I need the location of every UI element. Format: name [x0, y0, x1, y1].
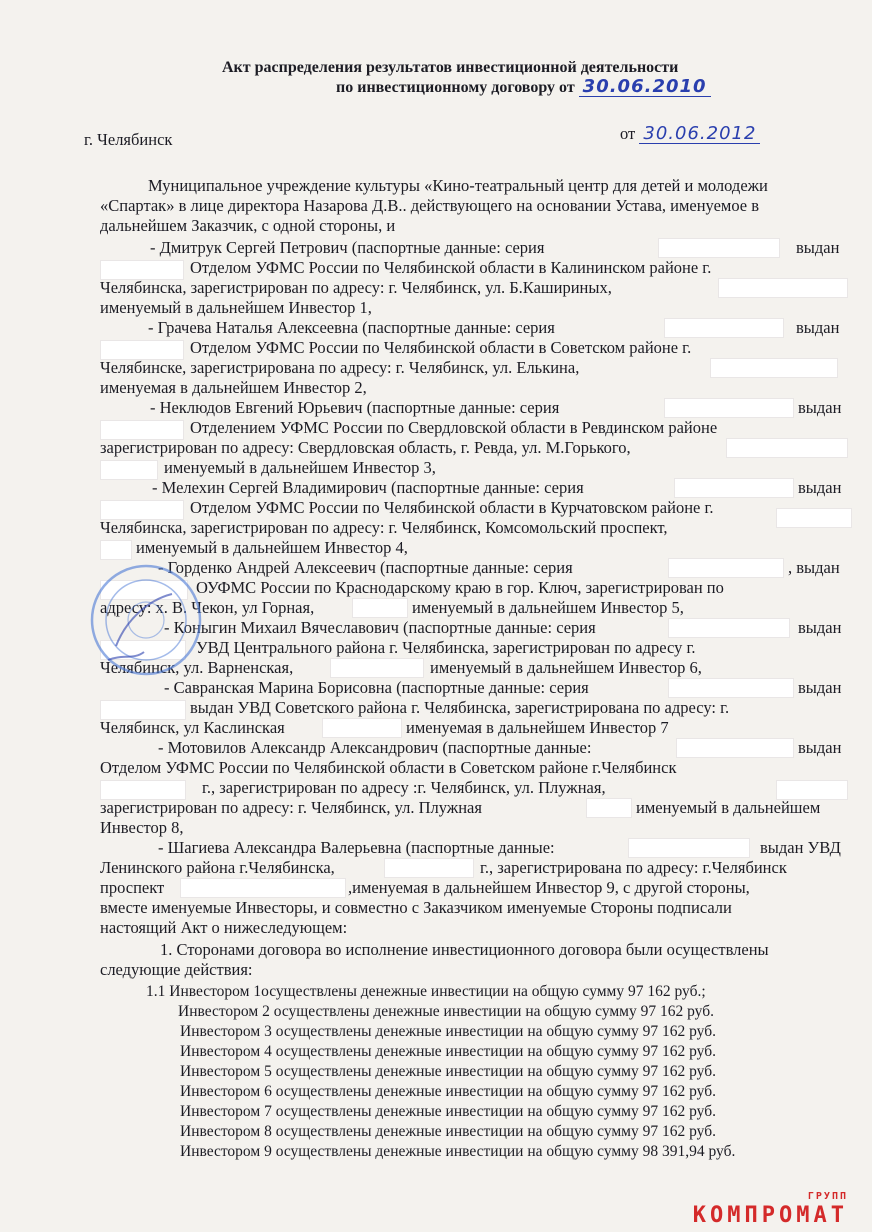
body-line: проспект: [100, 878, 165, 897]
body-line: г., зарегистрирована по адресу: г.Челябинск: [480, 858, 787, 877]
body-line: Челябинска, зарегистрирован по адресу: г. Челябинск, ул. Б.Кашириных,: [100, 278, 612, 297]
redaction-box: [180, 878, 346, 898]
investment-line: Инвестором 4 осуществлены денежные инвестиции на общую сумму 97 162 руб.: [180, 1043, 716, 1060]
body-line: именуемый в дальнейшем Инвестор 4,: [136, 538, 408, 557]
investment-line: Инвестором 5 осуществлены денежные инвестиции на общую сумму 97 162 руб.: [180, 1063, 716, 1080]
title-line-2: [336, 78, 711, 98]
handwritten-title-date: 30.06.2010: [579, 78, 711, 97]
body-line: Челябинск, ул. Варненская,: [100, 658, 294, 677]
body-line: выдан: [798, 678, 842, 697]
body-line: выдан: [798, 738, 842, 757]
redaction-box: [100, 780, 186, 800]
redaction-box: [628, 838, 750, 858]
body-line: - Неклюдов Евгений Юрьевич (паспортные данные: серия: [150, 398, 560, 417]
body-line: - Грачева Наталья Алексеевна (паспортные данные: серия: [148, 318, 555, 337]
body-line: следующие действия:: [100, 960, 253, 979]
body-line: , выдан: [788, 558, 840, 577]
redaction-box: [664, 398, 794, 418]
investment-line: Инвестором 3 осуществлены денежные инвестиции на общую сумму 97 162 руб.: [180, 1023, 716, 1040]
official-stamp-icon: [86, 560, 206, 680]
redaction-box: [726, 438, 848, 458]
investment-line: Инвестором 6 осуществлены денежные инвестиции на общую сумму 97 162 руб.: [180, 1083, 716, 1100]
body-line: УВД Центрального района г. Челябинска, зарегистрирован по адресу г.: [196, 638, 696, 657]
body-line: выдан: [798, 618, 842, 637]
document-date: [620, 124, 760, 144]
body-line: - Дмитрук Сергей Петрович (паспортные данные: серия: [150, 238, 545, 257]
redaction-box: [352, 598, 408, 618]
investment-line: Инвестором 8 осуществлены денежные инвестиции на общую сумму 97 162 руб.: [180, 1123, 716, 1140]
body-line: выдан УВД: [760, 838, 841, 857]
watermark-logo: [692, 1191, 848, 1228]
body-line: именуемый в дальнейшем Инвестор 3,: [164, 458, 436, 477]
redaction-box: [322, 718, 402, 738]
investment-line: Инвестором 7 осуществлены денежные инвестиции на общую сумму 97 162 руб.: [180, 1103, 716, 1120]
body-line: Отделом УФМС России по Челябинской области в Курчатовском районе г.: [190, 498, 714, 517]
watermark-sub: ГРУПП: [807, 1191, 848, 1202]
from-label: от: [620, 124, 636, 143]
redaction-box: [100, 500, 184, 520]
body-line: - Шагиева Александра Валерьевна (паспортные данные:: [158, 838, 555, 857]
city: г. Челябинск: [84, 130, 173, 149]
redaction-box: [100, 420, 184, 440]
body-line: именуемый в дальнейшем Инвестор 5,: [412, 598, 684, 617]
body-line: - Мотовилов Александр Александрович (паспортные данные:: [158, 738, 592, 757]
body-line: Челябинск, ул Каслинская: [100, 718, 285, 737]
body-line: зарегистрирован по адресу: Свердловская область, г. Ревда, ул. М.Горького,: [100, 438, 631, 457]
body-line: - Савранская Марина Борисовна (паспортные данные: серия: [164, 678, 589, 697]
body-line: Отделом УФМС России по Челябинской области в Советском районе г.: [190, 338, 692, 357]
body-line: - Коныгин Михаил Вячеславович (паспортные данные: серия: [164, 618, 596, 637]
body-line: - Горденко Андрей Алексеевич (паспортные данные: серия: [158, 558, 573, 577]
body-line: именуемый в дальнейшем Инвестор 1,: [100, 298, 372, 317]
body-line: Отделом УФМС России по Челябинской области в Советском районе г.Челябинск: [100, 758, 677, 777]
redaction-box: [100, 460, 158, 480]
body-line: именуемый в дальнейшем: [636, 798, 821, 817]
redaction-box: [668, 618, 790, 638]
body-line: «Спартак» в лице директора Назарова Д.В.. действующего на основании Устава, именуемое в: [100, 196, 760, 215]
body-line: Челябинске, зарегистрирована по адресу: г. Челябинск, ул. Елькина,: [100, 358, 580, 377]
title-line-1: Акт распределения результатов инвестиционной деятельности: [222, 59, 679, 76]
redaction-box: [710, 358, 838, 378]
redaction-box: [668, 678, 794, 698]
redaction-box: [658, 238, 780, 258]
body-line: выдан УВД Советского района г. Челябинска, зарегистрирована по адресу: г.: [190, 698, 730, 717]
redaction-box: [586, 798, 632, 818]
body-line: вместе именуемые Инвесторы, и совместно с Заказчиком именуемые Стороны подписали: [100, 898, 732, 917]
body-line: г., зарегистрирован по адресу :г. Челябинск, ул. Плужная,: [202, 778, 606, 797]
body-line: ОУФМС России по Краснодарскому краю в гор. Ключ, зарегистрирован по: [196, 578, 724, 597]
redaction-box: [668, 558, 784, 578]
redaction-box: [676, 738, 794, 758]
body-line: зарегистрирован по адресу: г. Челябинск, ул. Плужная: [100, 798, 482, 817]
redaction-box: [100, 540, 132, 560]
investment-line: Инвестором 9 осуществлены денежные инвестиции на общую сумму 98 391,94 руб.: [180, 1143, 736, 1160]
body-line: Ленинского района г.Челябинска,: [100, 858, 335, 877]
investment-line: Инвестором 2 осуществлены денежные инвестиции на общую сумму 97 162 руб.: [178, 1003, 714, 1020]
body-line: 1. Сторонами договора во исполнение инвестиционного договора были осуществлены: [160, 940, 769, 959]
redaction-box: [100, 340, 184, 360]
body-line: дальнейшем Заказчик, с одной стороны, и: [100, 216, 396, 235]
body-line: Муниципальное учреждение культуры «Кино-театральный центр для детей и молодежи: [148, 176, 768, 195]
redaction-box: [664, 318, 784, 338]
body-line: Челябинска, зарегистрирован по адресу: г. Челябинск, Комсомольский проспект,: [100, 518, 668, 537]
redaction-box: [100, 700, 186, 720]
body-line: настоящий Акт о нижеследующем:: [100, 918, 348, 937]
redaction-box: [776, 780, 848, 800]
body-line: именуемая в дальнейшем Инвестор 2,: [100, 378, 367, 397]
body-line: именуемый в дальнейшем Инвестор 6,: [430, 658, 702, 677]
body-line: ,именуемая в дальнейшем Инвестор 9, с другой стороны,: [348, 878, 750, 897]
body-line: адресу: х. В. Чекон, ул Горная,: [100, 598, 315, 617]
redaction-box: [384, 858, 474, 878]
body-line: Инвестор 8,: [100, 818, 184, 837]
body-line: Отделом УФМС России по Челябинской области в Калининском районе г.: [190, 258, 712, 277]
body-line: - Мелехин Сергей Владимирович (паспортные данные: серия: [152, 478, 584, 497]
redaction-box: [718, 278, 848, 298]
handwritten-document-date: 30.06.2012: [639, 125, 760, 144]
body-line: именуемая в дальнейшем Инвестор 7: [406, 718, 669, 737]
body-line: выдан: [796, 238, 840, 257]
body-line: выдан: [798, 478, 842, 497]
redaction-box: [776, 508, 852, 528]
watermark-brand: КОМПРОМАТ: [692, 1203, 848, 1228]
body-line: Отделением УФМС России по Свердловской области в Ревдинском районе: [190, 418, 718, 437]
redaction-box: [330, 658, 424, 678]
redaction-box: [100, 260, 184, 280]
redaction-box: [674, 478, 794, 498]
body-line: выдан: [796, 318, 840, 337]
body-line: выдан: [798, 398, 842, 417]
investment-line: 1.1 Инвестором 1осуществлены денежные инвестиции на общую сумму 97 162 руб.;: [146, 983, 706, 1000]
title-prefix: по инвестиционному договору от: [336, 79, 575, 96]
